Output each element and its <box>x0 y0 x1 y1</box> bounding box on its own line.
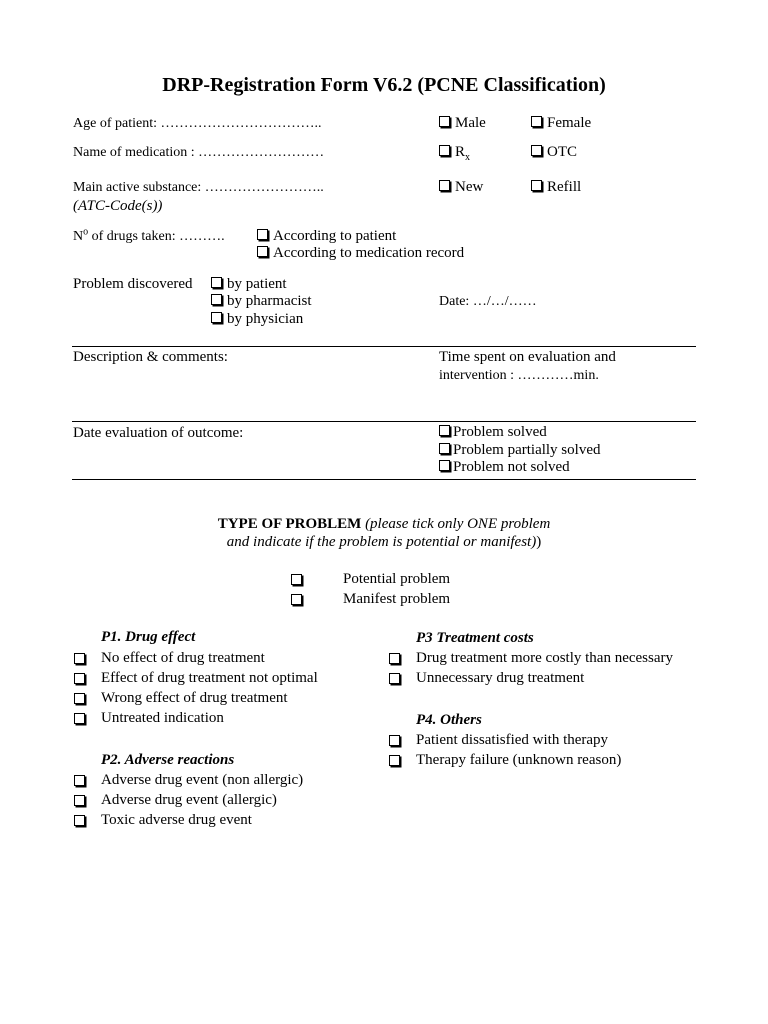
female-checkbox[interactable] <box>531 115 591 132</box>
p3-item-label: Unnecessary drug treatment <box>416 670 585 686</box>
p4-heading: P4. Others <box>416 712 482 728</box>
p3-item-checkbox[interactable] <box>389 673 400 684</box>
p2-item-label: Adverse drug event (allergic) <box>101 792 277 808</box>
problem-solved-label: Problem solved <box>453 424 547 440</box>
p1-item-label: Wrong effect of drug treatment <box>101 690 288 706</box>
problem-solved-checkbox[interactable] <box>439 424 547 441</box>
problem-partially-solved-label: Problem partially solved <box>453 442 601 458</box>
p1-item-checkbox[interactable] <box>74 693 85 704</box>
by-pharmacist-label: by pharmacist <box>227 293 312 309</box>
checkbox-icon <box>439 443 450 454</box>
drugs-taken-sup: o <box>83 226 89 238</box>
male-label: Male <box>455 115 486 131</box>
date-field-label[interactable]: Date: …/…/…… <box>439 294 537 309</box>
new-checkbox[interactable] <box>439 179 483 196</box>
drugs-taken-prefix: N <box>73 229 84 244</box>
checkbox-icon <box>439 460 450 471</box>
p3-heading: P3 Treatment costs <box>416 630 534 646</box>
p2-heading: P2. Adverse reactions <box>101 752 235 768</box>
p1-item-checkbox[interactable] <box>74 673 85 684</box>
type-heading-close: ) <box>536 534 542 550</box>
p4-item-label: Patient dissatisfied with therapy <box>416 732 609 748</box>
type-heading-line1 <box>0 516 768 533</box>
by-physician-label: by physician <box>227 311 304 327</box>
type-heading-italic: (please tick only ONE problem <box>361 516 551 532</box>
atc-code-label: (ATC-Code(s)) <box>73 198 163 214</box>
type-heading-line2 <box>0 534 768 551</box>
p3-item-label: Drug treatment more costly than necessary <box>416 650 673 666</box>
checkbox-icon <box>257 246 268 257</box>
time-spent-field[interactable]: intervention : …………min. <box>439 368 599 383</box>
p2-item-label: Toxic adverse drug event <box>101 812 252 828</box>
checkbox-icon <box>211 294 222 305</box>
time-spent-label-line1: Time spent on evaluation and <box>439 349 616 365</box>
p1-item-label: Untreated indication <box>101 710 224 726</box>
p2-item-checkbox[interactable] <box>74 815 85 826</box>
checkbox-icon <box>531 145 542 156</box>
potential-problem-checkbox[interactable] <box>291 574 302 585</box>
by-patient-label: by patient <box>227 276 287 292</box>
drugs-taken-suffix: of drugs taken: ………. <box>88 229 225 244</box>
p4-item-checkbox[interactable] <box>389 735 400 746</box>
age-field-label[interactable]: Age of patient: …………………………….. <box>73 116 322 131</box>
by-patient-checkbox[interactable] <box>211 276 287 293</box>
outcome-date-label[interactable]: Date evaluation of outcome: <box>73 425 244 441</box>
potential-problem-label: Potential problem <box>343 571 451 587</box>
checkbox-icon <box>439 425 450 436</box>
according-record-checkbox[interactable] <box>257 245 464 262</box>
problem-not-solved-label: Problem not solved <box>453 459 570 475</box>
rx-subscript: x <box>465 152 471 163</box>
p1-item-label: Effect of drug treatment not optimal <box>101 670 318 686</box>
checkbox-icon <box>211 277 222 288</box>
otc-checkbox[interactable] <box>531 144 577 161</box>
p4-item-label: Therapy failure (unknown reason) <box>416 752 622 768</box>
otc-label: OTC <box>547 144 577 160</box>
p2-item-label: Adverse drug event (non allergic) <box>101 772 304 788</box>
section-divider <box>72 346 696 347</box>
according-patient-label: According to patient <box>273 228 397 244</box>
according-record-label: According to medication record <box>273 245 465 261</box>
p3-item-checkbox[interactable] <box>389 653 400 664</box>
by-pharmacist-checkbox[interactable] <box>211 293 312 310</box>
checkbox-icon <box>439 145 450 156</box>
male-checkbox[interactable] <box>439 115 486 132</box>
medication-field-label[interactable]: Name of medication : ……………………… <box>73 145 325 160</box>
type-heading-italic-2: and indicate if the problem is potential or manifest) <box>226 534 537 550</box>
new-label: New <box>455 179 484 195</box>
p2-item-checkbox[interactable] <box>74 775 85 786</box>
according-patient-checkbox[interactable] <box>257 228 396 245</box>
checkbox-icon <box>531 180 542 191</box>
substance-field-label[interactable]: Main active substance: …………………….. <box>73 180 324 195</box>
p1-item-checkbox[interactable] <box>74 713 85 724</box>
problem-not-solved-checkbox[interactable] <box>439 459 570 476</box>
manifest-problem-checkbox[interactable] <box>291 594 302 605</box>
checkbox-icon <box>439 116 450 127</box>
female-label: Female <box>547 115 592 131</box>
section-divider <box>72 479 696 480</box>
problem-discovered-label: Problem discovered <box>73 276 193 292</box>
p1-item-label: No effect of drug treatment <box>101 650 265 666</box>
type-heading-bold: TYPE OF PROBLEM <box>217 516 362 532</box>
by-physician-checkbox[interactable] <box>211 311 303 328</box>
p2-item-checkbox[interactable] <box>74 795 85 806</box>
drugs-taken-field-label[interactable] <box>73 226 225 245</box>
checkbox-icon <box>439 180 450 191</box>
checkbox-icon <box>211 312 222 323</box>
rx-checkbox[interactable] <box>439 144 470 161</box>
refill-checkbox[interactable] <box>531 179 581 196</box>
p1-item-checkbox[interactable] <box>74 653 85 664</box>
manifest-problem-label: Manifest problem <box>343 591 451 607</box>
refill-label: Refill <box>547 179 582 195</box>
form-title: DRP-Registration Form V6.2 (PCNE Classification) <box>162 74 606 96</box>
rx-label: R <box>455 144 466 160</box>
section-divider <box>72 421 696 422</box>
checkbox-icon <box>531 116 542 127</box>
p4-item-checkbox[interactable] <box>389 755 400 766</box>
description-label[interactable]: Description & comments: <box>73 349 228 365</box>
checkbox-icon <box>257 229 268 240</box>
problem-partially-solved-checkbox[interactable] <box>439 442 600 459</box>
p1-heading: P1. Drug effect <box>101 629 196 645</box>
